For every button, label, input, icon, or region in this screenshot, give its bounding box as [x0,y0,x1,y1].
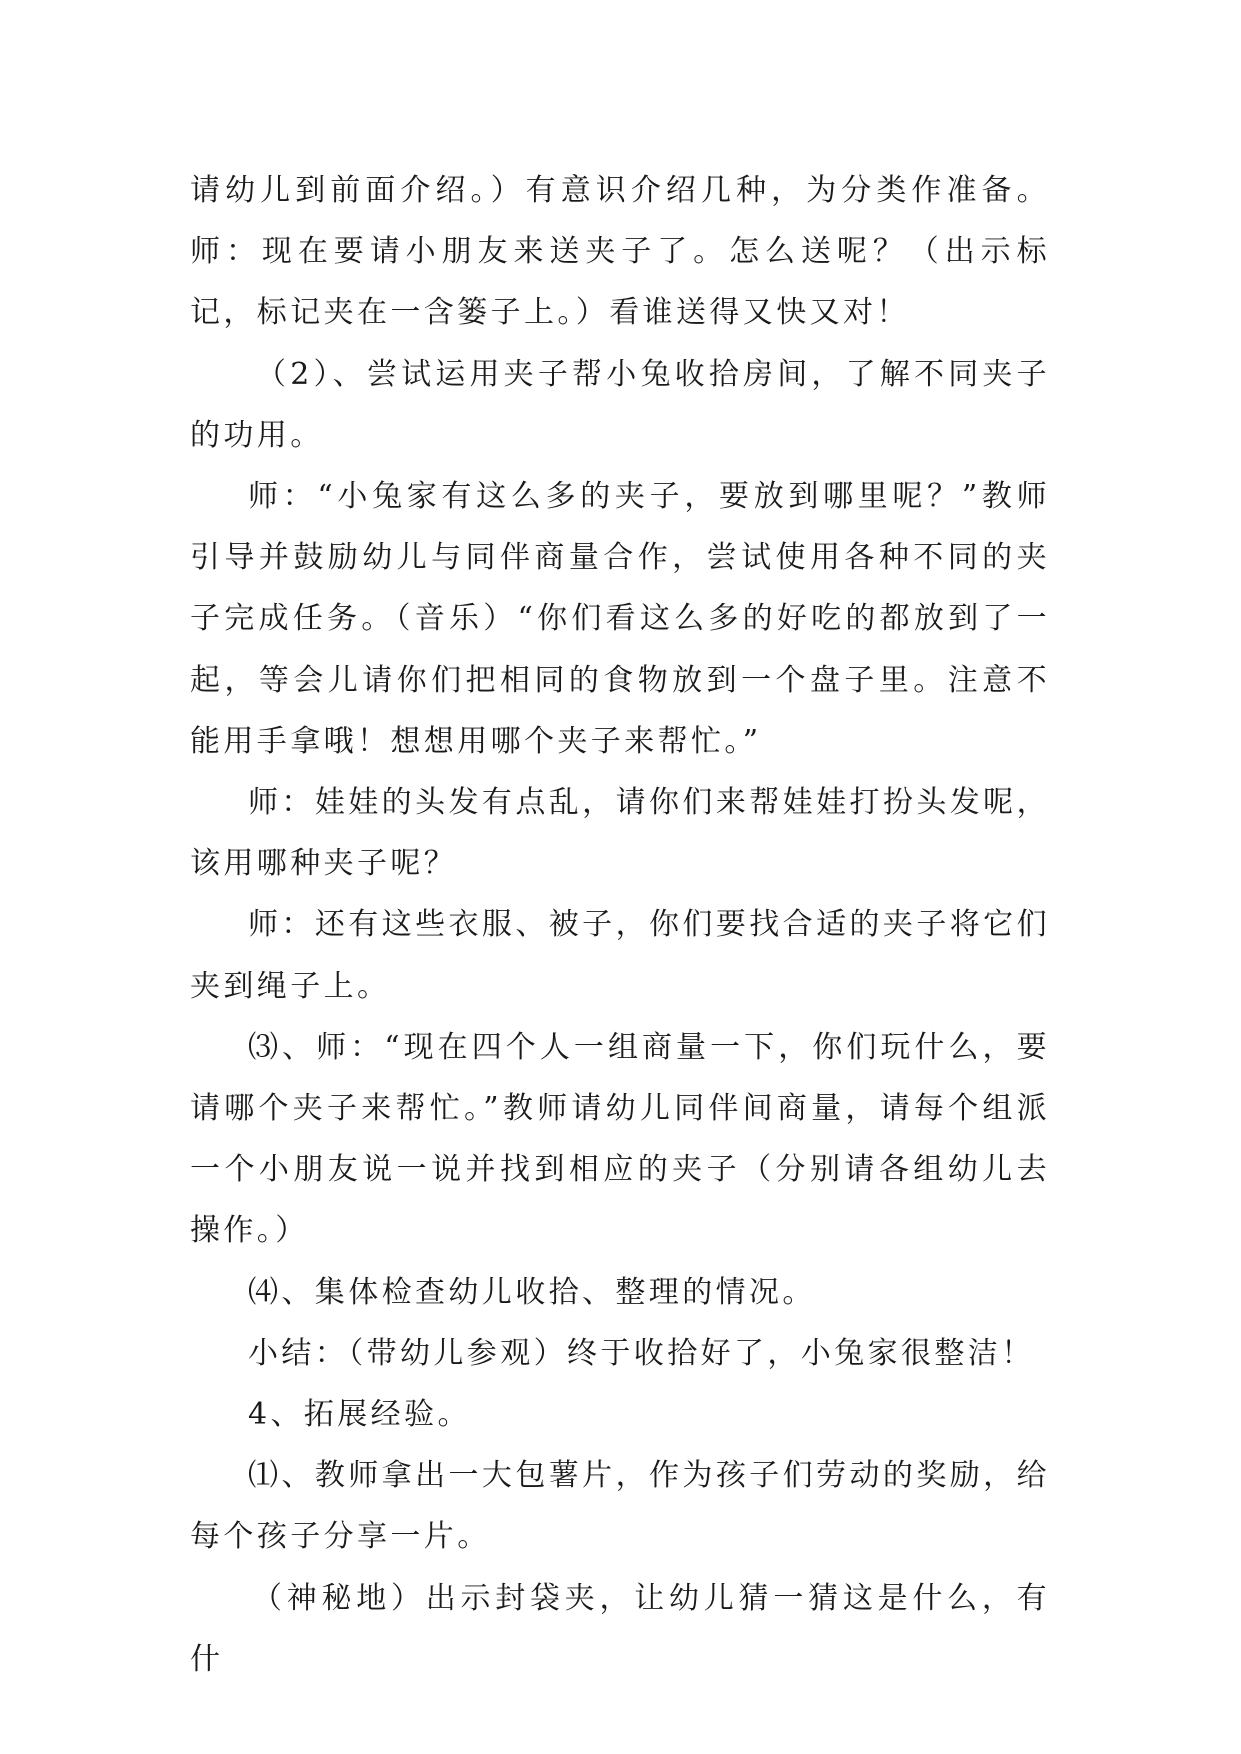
paragraph-heading-4: 4、拓展经验。 [248,1397,471,1433]
paragraph-doll-hair: 师：娃娃的头发有点乱，请你们来帮娃娃打扮头发呢，该用哪种夹子呢？ [190,785,1050,882]
paragraph-step-2: （2）、尝试运用夹子帮小兔收拾房间，了解不同夹子的功用。 [190,356,1050,453]
paragraph-summary: 小结：（带幼儿参观）终于收拾好了，小兔家很整洁！ [248,1335,1035,1371]
paragraph-clothes-rope: 师：还有这些衣服、被子，你们要找合适的夹子将它们夹到绳子上。 [190,907,1050,1004]
paragraph-intro-continued: 请幼儿到前面介绍。）有意识介绍几种，为分类作准备。师：现在要请小朋友来送夹子了。怎么送呢？（出示标记，标记夹在一含篓子上。）看谁送得又快又对！ [190,173,1050,331]
paragraph-extend-1: ⑴、教师拿出一大包薯片，作为孩子们劳动的奖励，给每个孩子分享一片。 [190,1458,1050,1555]
paragraph-step-4: ⑷、集体检查幼儿收拾、整理的情况。 [248,1274,816,1310]
paragraph-bag-clip: （神秘地）出示封袋夹，让幼儿猜一猜这是什么，有什 [190,1580,1050,1677]
body-text [190,160,1050,1690]
paragraph-step-3: ⑶、师：“现在四个人一组商量一下，你们玩什么，要请哪个夹子来帮忙。”教师请幼儿同伴间商量，请每个组派一个小朋友说一说并找到相应的夹子（分别请各组幼儿去操作。） [190,1029,1050,1249]
paragraph-teacher-guidance: 师：“小兔家有这么多的夹子，要放到哪里呢？”教师引导并鼓励幼儿与同伴商量合作，尝试使用各种不同的夹子完成任务。（音乐）“你们看这么多的好吃的都放到了一起，等会儿请你们把相同的食物放到一个盘子里。注意不能用手拿哦！想想用哪个夹子来帮忙。” [190,479,1050,759]
